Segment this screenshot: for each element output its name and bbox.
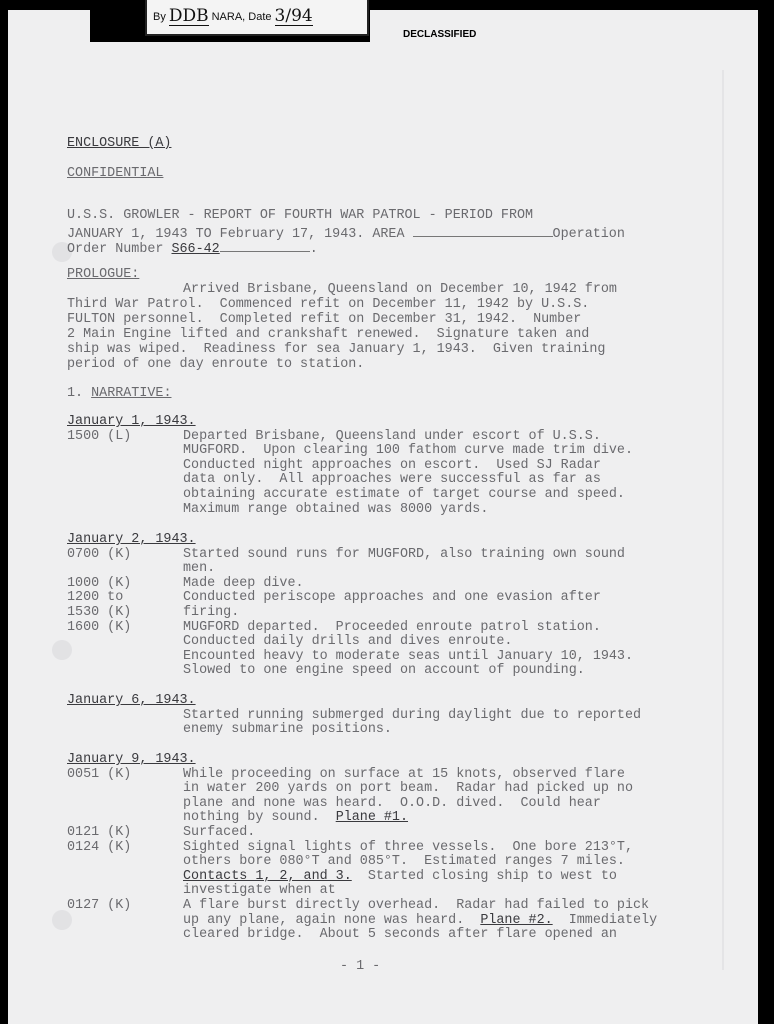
entry-text-span: Sighted signal lights of three vessels. One bore 213°T, [183, 839, 633, 855]
narrative-number: 1. [67, 386, 84, 401]
entry-text [183, 914, 657, 929]
underlined-reference: Plane #2. [480, 912, 553, 928]
entry-text-span: Conducted night approaches on escort. Used SJ Radar [183, 457, 601, 473]
entry-time: 1500 (L) [67, 428, 132, 444]
entry-text-span: Departed Brisbane, Queensland under escort of U.S.S. [183, 428, 601, 444]
entry-text-span: Immediately [552, 912, 658, 928]
entry-text-span: MUGFORD departed. Proceeded enroute patrol station. [183, 619, 601, 635]
entry-text [183, 884, 336, 899]
entry-text-span: MUGFORD. Upon clearing 100 fathom curve made trim dive. [183, 443, 633, 459]
entry-text-span: in water 200 yards on port beam. Radar had picked up no [183, 781, 633, 797]
entry-text-span: data only. All approaches were successful as far as [183, 472, 601, 488]
entry-text-span: Started sound runs for MUGFORD, also training own sound [183, 546, 625, 562]
entry-text [183, 841, 633, 856]
page-fold-line [722, 70, 724, 970]
entry-text [183, 723, 392, 738]
entry-text [183, 650, 633, 665]
entry-text [183, 826, 255, 841]
title-period-text: JANUARY 1, 1943 TO February 17, 1943. AREA [67, 227, 405, 242]
entry-text-span: Encounted heavy to moderate seas until January 10, 1943. [183, 648, 633, 664]
punch-hole [52, 640, 72, 660]
entry-time: 0700 (K) [67, 546, 132, 562]
classification-label: CONFIDENTIAL [67, 166, 164, 181]
report-title-line3 [67, 239, 318, 258]
entry-text-span: Slowed to one engine speed on account of pounding. [183, 663, 585, 679]
entry-text [183, 444, 633, 459]
entry-date: January 9, 1943. [67, 752, 196, 767]
stamp-date-value: 3/94 [274, 6, 313, 26]
entry-text [183, 928, 617, 943]
entry-text-span: Started closing ship to west to [351, 868, 617, 884]
entry-text-span: firing. [183, 605, 240, 620]
enclosure-heading: ENCLOSURE (A) [67, 136, 172, 151]
entry-text [183, 811, 408, 826]
entry-text-span: cleared bridge. About 5 seconds after flare opened an [183, 927, 617, 943]
entry-text-span: Conducted daily drills and dives enroute. [183, 634, 513, 650]
entry-text [183, 782, 633, 797]
narrative-heading [67, 387, 171, 402]
entry-date: January 2, 1943. [67, 532, 196, 547]
prologue-line: 2 Main Engine lifted and crankshaft renewed. Signature taken and [67, 327, 590, 342]
entry-text-span: Conducted periscope approaches and one evasion after [183, 590, 601, 606]
stamp-nara-date-label: NARA, Date [211, 11, 272, 23]
entry-text [183, 664, 585, 679]
entry-text [183, 577, 304, 592]
entry-text [183, 635, 512, 650]
title-end-period: . [309, 242, 318, 257]
entry-text [183, 855, 625, 870]
declassified-banner: DECLASSIFIED [403, 29, 477, 40]
entry-text [183, 473, 601, 488]
entry-time: 0121 (K) [67, 825, 132, 840]
entry-time: 1600 (K) [67, 619, 132, 635]
area-blank [413, 224, 553, 237]
entry-text-span: plane and none was heard. O.O.D. dived. Could hear [183, 795, 601, 811]
entry-text [183, 606, 239, 621]
entry-text-span: Surfaced. [183, 825, 256, 840]
order-blank [220, 239, 310, 252]
entry-text-span: nothing by sound. [183, 810, 336, 826]
entry-time: 1000 (K) [67, 575, 132, 591]
entry-text-span: A flare burst directly overhead. Radar had failed to pick [183, 898, 650, 913]
prologue-line: FULTON personnel. Completed refit on December 31, 1942. Number [67, 312, 582, 327]
entry-text [183, 548, 625, 563]
entry-text-span: investigate when at [183, 883, 336, 899]
narrative-label: NARRATIVE: [91, 386, 172, 401]
underlined-reference: Plane #1. [335, 810, 409, 826]
entry-text [183, 591, 601, 606]
entry-text-span: others bore 080°T and 085°T. Estimated ranges 7 miles. [183, 854, 625, 870]
entry-date: January 1, 1943. [67, 414, 196, 429]
entry-text [183, 488, 625, 503]
entry-text [183, 430, 601, 445]
title-operation-text: Operation [552, 227, 625, 242]
entry-text-span: Started running submerged during daylight due to reported [183, 707, 642, 723]
entry-text-span: Made deep dive. [183, 575, 304, 591]
entry-text [183, 621, 601, 636]
entry-time: 1200 to [67, 590, 124, 606]
entry-time: 1530 (K) [67, 605, 132, 620]
entry-text [183, 870, 617, 885]
entry-time: 0124 (K) [67, 839, 132, 855]
entry-text [183, 797, 601, 812]
entry-text-span: up any plane, again none was heard. [183, 912, 481, 928]
entry-time: 0127 (K) [67, 898, 132, 913]
entry-time: 0051 (K) [67, 766, 132, 782]
stamp-initials: DDB [168, 6, 209, 26]
entry-text-span: Maximum range obtained was 8000 yards. [183, 501, 489, 517]
prologue-label: PROLOGUE: [67, 267, 140, 282]
entry-date: January 6, 1943. [67, 693, 196, 708]
entry-text [183, 899, 649, 914]
prologue-line: Arrived Brisbane, Queensland on December 10, 1942 from [183, 282, 617, 297]
nara-stamp [145, 0, 369, 36]
prologue-line: Third War Patrol. Commenced refit on December 11, 1942 by U.S.S. [67, 297, 590, 312]
page-number: - 1 - [340, 959, 381, 974]
prologue-line: ship was wiped. Readiness for sea January 1, 1943. Given training [67, 342, 606, 357]
entry-text [183, 562, 215, 577]
order-number-label: Order Number [67, 242, 164, 257]
entry-text [183, 459, 601, 474]
entry-text-span: enemy submarine positions. [183, 722, 392, 738]
entry-text-span: obtaining accurate estimate of target course and speed. [183, 487, 625, 502]
entry-text-span: While proceeding on surface at 15 knots, observed flare [183, 766, 625, 782]
entry-text [183, 709, 641, 724]
order-number-value: S66-42 [171, 242, 220, 257]
entry-text-span: men. [183, 561, 216, 577]
stamp-by-label: By [153, 11, 166, 23]
entry-text [183, 503, 488, 518]
entry-text [183, 768, 625, 783]
prologue-line: period of one day enroute to station. [67, 357, 365, 372]
report-title-line1: U.S.S. GROWLER - REPORT OF FOURTH WAR PATROL - PERIOD FROM [67, 208, 534, 223]
underlined-reference: Contacts 1, 2, and 3. [183, 868, 352, 884]
